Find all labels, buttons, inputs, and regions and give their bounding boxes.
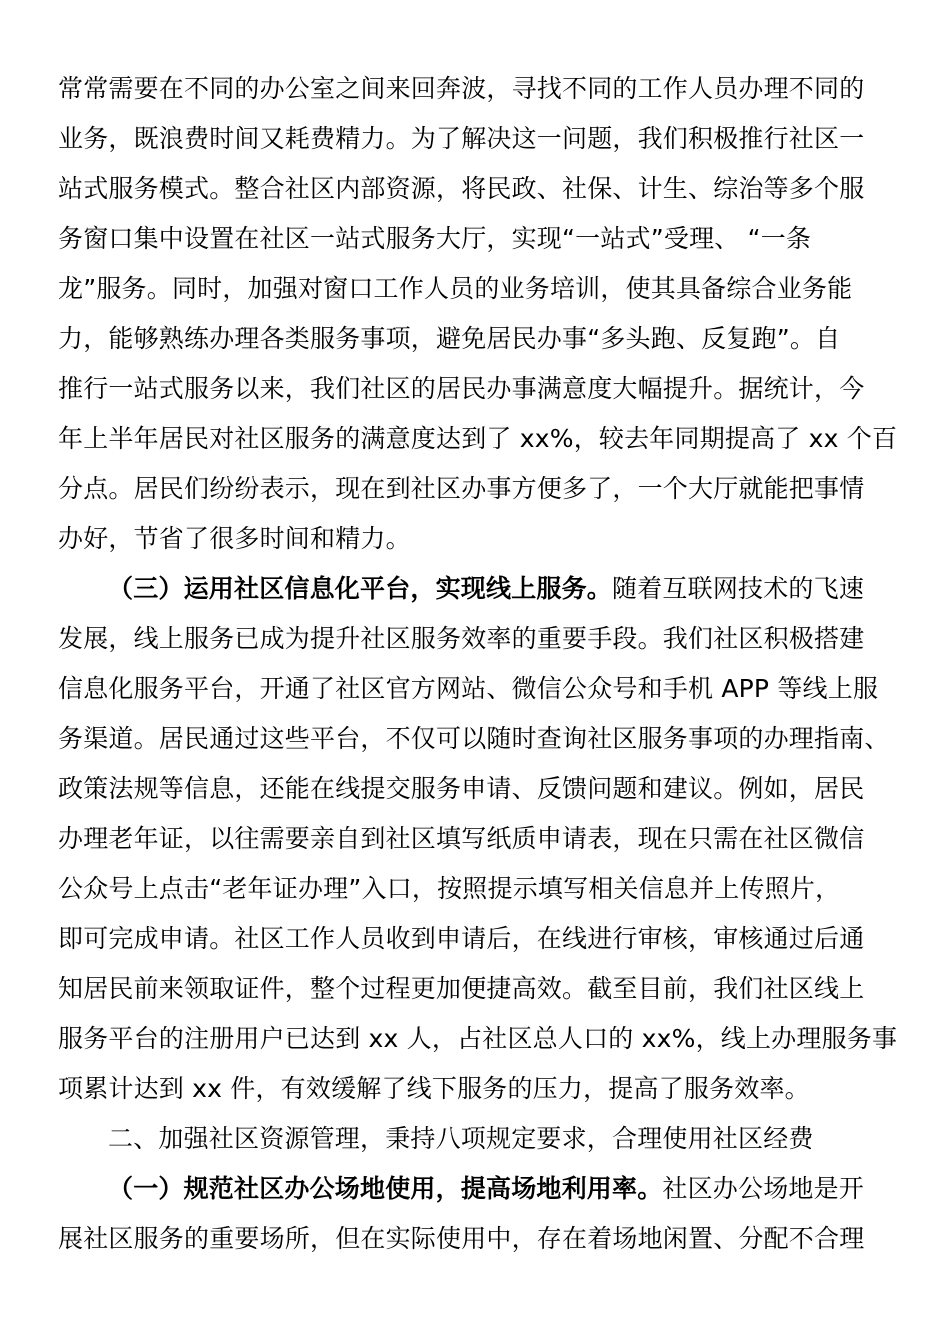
text-line: 龙”服务。同时，加强对窗口工作人员的业务培训，使其具备综合业务能 bbox=[58, 274, 853, 303]
paragraph-3-heading: （三）运用社区信息化平台，实现线上服务。 bbox=[108, 574, 613, 603]
paragraph-1-lead-text: 社区办公场地是开 bbox=[662, 1174, 865, 1203]
text-line: 知居民前来领取证件，整个过程更加便捷高效。截至目前，我们社区线上 bbox=[58, 974, 865, 1003]
text-line: 年上半年居民对社区服务的满意度达到了 xx%，较去年同期提高了 xx 个百 bbox=[58, 424, 898, 453]
text-line: 发展，线上服务已成为提升社区服务效率的重要手段。我们社区积极搭建 bbox=[58, 624, 865, 653]
text-line: 常常需要在不同的办公室之间来回奔波，寻找不同的工作人员办理不同的 bbox=[58, 74, 865, 103]
text-line: 项累计达到 xx 件，有效缓解了线下服务的压力，提高了服务效率。 bbox=[58, 1074, 810, 1103]
text-line: 即可完成申请。社区工作人员收到申请后，在线进行审核，审核通过后通 bbox=[58, 924, 865, 953]
text-line: 推行一站式服务以来，我们社区的居民办事满意度大幅提升。据统计，今 bbox=[58, 374, 865, 403]
text-line: 办理老年证，以往需要亲自到社区填写纸质申请表，现在只需在社区微信 bbox=[58, 824, 865, 853]
paragraph-1-first-line bbox=[108, 1174, 864, 1204]
text-line: 政策法规等信息，还能在线提交服务申请、反馈问题和建议。例如，居民 bbox=[58, 774, 865, 803]
text-line: 办好，节省了很多时间和精力。 bbox=[58, 524, 411, 553]
text-line: 展社区服务的重要场所，但在实际使用中，存在着场地闲置、分配不合理 bbox=[58, 1224, 865, 1253]
paragraph-3-lead-text: 随着互联网技术的飞速 bbox=[612, 574, 865, 603]
paragraph-3-first-line bbox=[108, 574, 864, 604]
section-2-heading: 二、加强社区资源管理，秉持八项规定要求，合理使用社区经费 bbox=[108, 1124, 814, 1153]
paragraph-1-heading: （一）规范社区办公场地使用，提高场地利用率。 bbox=[108, 1174, 663, 1203]
text-line: 务渠道。居民通过这些平台，不仅可以随时查询社区服务事项的办理指南、 bbox=[58, 724, 890, 753]
text-line: 业务，既浪费时间又耗费精力。为了解决这一问题，我们积极推行社区一 bbox=[58, 124, 865, 153]
text-line: 公众号上点击“老年证办理”入口，按照提示填写相关信息并上传照片， bbox=[58, 874, 841, 903]
text-line: 信息化服务平台，开通了社区官方网站、微信公众号和手机 APP 等线上服 bbox=[58, 674, 879, 703]
text-line: 站式服务模式。整合社区内部资源，将民政、社保、计生、综治等多个服 bbox=[58, 174, 865, 203]
text-line: 分点。居民们纷纷表示，现在到社区办事方便多了，一个大厅就能把事情 bbox=[58, 474, 865, 503]
text-line: 力，能够熟练办理各类服务事项，避免居民办事“多头跑、反复跑”。自 bbox=[58, 324, 841, 353]
text-line: 服务平台的注册用户已达到 xx 人，占社区总人口的 xx%，线上办理服务事 bbox=[58, 1024, 898, 1053]
text-line: 务窗口集中设置在社区一站式服务大厅，实现“一站式”受理、 “一条 bbox=[58, 224, 812, 253]
